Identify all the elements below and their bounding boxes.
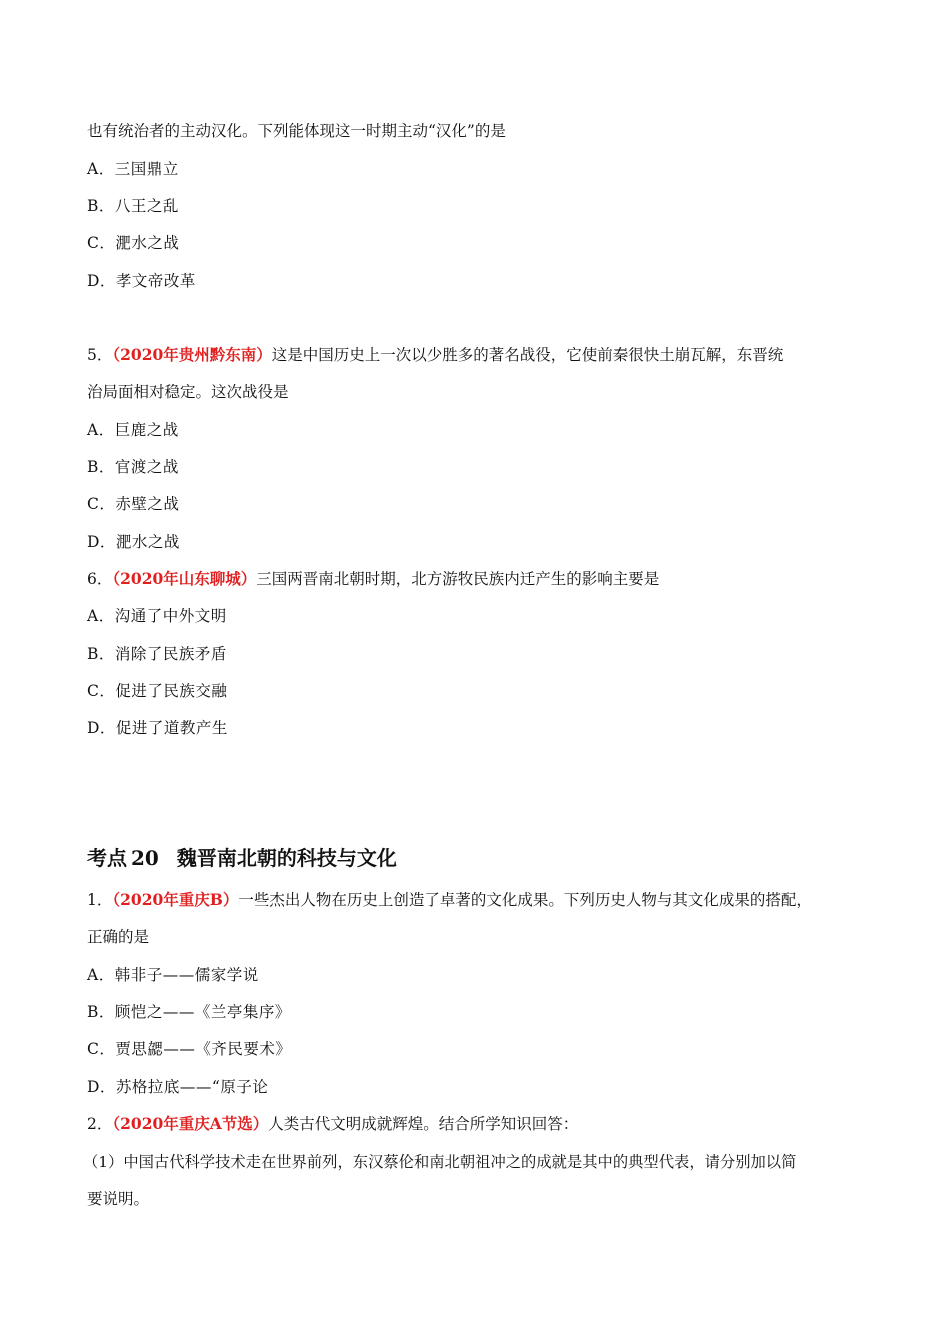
question-6-option-d: D．促进了道教产生 bbox=[87, 719, 228, 737]
section-question-2-source: （2020年重庆A节选） bbox=[112, 1114, 269, 1133]
question-5-stem bbox=[87, 344, 867, 366]
question-6-option-a: A．沟通了中外文明 bbox=[87, 607, 227, 625]
question-5-option-d: D．淝水之战 bbox=[87, 533, 180, 551]
section-number: 20 bbox=[131, 846, 159, 870]
question-4-option-b: B．八王之乱 bbox=[87, 197, 179, 215]
question-6-option-c: C．促进了民族交融 bbox=[87, 682, 228, 700]
question-5-option-c: C．赤壁之战 bbox=[87, 495, 180, 513]
question-5-number: 5． bbox=[87, 346, 113, 364]
question-6-stem-text: 三国两晋南北朝时期，北方游牧民族内迁产生的影响主要是 bbox=[256, 570, 660, 588]
section-question-1-number: 1． bbox=[87, 891, 113, 909]
question-6-stem bbox=[87, 568, 867, 590]
section-question-1-option-a: A．韩非子——儒家学说 bbox=[87, 966, 259, 984]
section-question-1-stem-text: 一些杰出人物在历史上创造了卓著的文化成果。下列历史人物与其文化成果的搭配， bbox=[238, 891, 812, 909]
section-question-2-number: 2． bbox=[87, 1115, 113, 1133]
section-question-1-stem bbox=[87, 889, 867, 911]
question-5-source: （2020年贵州黔东南） bbox=[112, 345, 272, 364]
section-question-2-stem bbox=[87, 1113, 867, 1135]
question-4-option-c: C．淝水之战 bbox=[87, 234, 180, 252]
question-4-stem: 也有统治者的主动汉化。下列能体现这一时期主动“汉化”的是 bbox=[87, 122, 506, 140]
section-question-2-sub1: （1）中国古代科学技术走在世界前列，东汉蔡伦和南北朝祖冲之的成就是其中的典型代表，请分别加以简 bbox=[83, 1153, 797, 1171]
section-title: 魏晋南北朝的科技与文化 bbox=[176, 846, 397, 870]
question-6-source: （2020年山东聊城） bbox=[112, 569, 257, 588]
section-prefix: 考点 bbox=[87, 846, 127, 870]
question-6-option-b: B．消除了民族矛盾 bbox=[87, 645, 227, 663]
question-5-stem-line2: 治局面相对稳定。这次战役是 bbox=[87, 383, 289, 401]
section-question-2-stem-text: 人类古代文明成就辉煌。结合所学知识回答： bbox=[268, 1115, 579, 1133]
section-question-2-sub1-line2: 要说明。 bbox=[87, 1190, 150, 1208]
question-5-stem-text: 这是中国历史上一次以少胜多的著名战役，它使前秦很快土崩瓦解，东晋统 bbox=[271, 346, 784, 364]
section-question-1-option-c: C．贾思勰——《齐民要术》 bbox=[87, 1040, 292, 1058]
section-heading bbox=[87, 843, 397, 873]
question-4-option-d: D．孝文帝改革 bbox=[87, 272, 196, 290]
section-question-1-stem-line2: 正确的是 bbox=[87, 928, 150, 946]
question-6-number: 6． bbox=[87, 570, 113, 588]
question-5-option-b: B．官渡之战 bbox=[87, 458, 179, 476]
question-5-option-a: A．巨鹿之战 bbox=[87, 421, 179, 439]
section-question-1-source: （2020年重庆B） bbox=[112, 890, 239, 909]
section-question-1-option-b: B．顾恺之——《兰亭集序》 bbox=[87, 1003, 291, 1021]
question-4-option-a: A．三国鼎立 bbox=[87, 160, 179, 178]
section-question-1-option-d: D．苏格拉底——“原子论 bbox=[87, 1078, 269, 1096]
